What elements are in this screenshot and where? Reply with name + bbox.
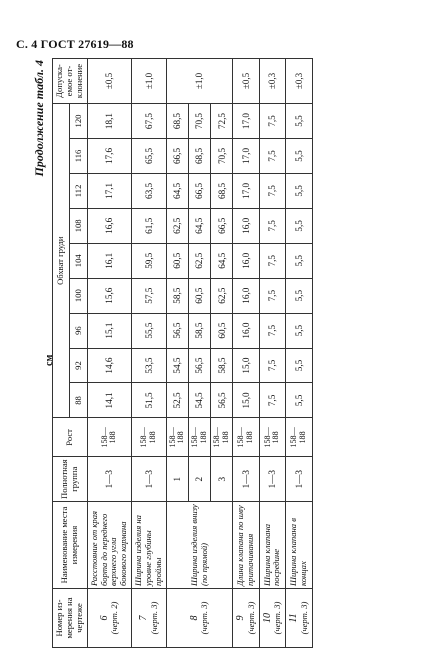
rost-cell: 158— 188: [259, 418, 285, 457]
value-cell: 68,5: [166, 104, 188, 139]
row-number: 11: [288, 613, 300, 623]
measurement-name: Расстояние от края борта до переднего верхнего угла бокового кармана: [87, 502, 132, 589]
row-drawing-ref: (черт. 3): [298, 601, 309, 635]
value-cell: 7,5: [259, 383, 285, 418]
value-cell: 18,1: [87, 104, 132, 139]
value-cell: 58,5: [166, 278, 188, 313]
measurement-name: Длина клапана по шву притачивания: [233, 502, 259, 589]
value-cell: 66,5: [166, 139, 188, 174]
value-cell: 52,5: [166, 383, 188, 418]
measurement-name: Ширина изделия внизу (по прямой): [166, 502, 233, 589]
value-cell: 65,5: [132, 139, 167, 174]
row-drawing-ref: (черт. 3): [199, 601, 210, 635]
row-drawing-ref: (черт. 2): [109, 601, 120, 635]
group-cell: 1—3: [286, 457, 312, 502]
size-header: 100: [70, 278, 87, 313]
value-cell: 58,5: [188, 313, 210, 348]
value-cell: 66,5: [211, 208, 233, 243]
size-header: 92: [70, 348, 87, 383]
size-header: 104: [70, 243, 87, 278]
value-cell: 5,5: [286, 313, 312, 348]
value-cell: 14,6: [87, 348, 132, 383]
size-header: 108: [70, 208, 87, 243]
value-cell: 60,5: [188, 278, 210, 313]
tolerance-cell: ±1,0: [132, 59, 167, 104]
row-drawing-ref: (черт. 3): [272, 601, 283, 635]
value-cell: 15,0: [233, 348, 259, 383]
value-cell: 58,5: [211, 348, 233, 383]
unit-label: см: [44, 354, 55, 366]
row-number-cell: [87, 589, 132, 648]
measurements-table: [52, 58, 313, 648]
value-cell: 16,0: [233, 278, 259, 313]
value-cell: 60,5: [211, 313, 233, 348]
row-number: 7: [138, 615, 150, 621]
value-cell: 61,5: [132, 208, 167, 243]
row-number: 9: [235, 615, 247, 621]
group-cell: 3: [211, 457, 233, 502]
page-header: С. 4 ГОСТ 27619—88: [16, 37, 134, 51]
value-cell: 5,5: [286, 348, 312, 383]
value-cell: 17,6: [87, 139, 132, 174]
value-cell: 5,5: [286, 139, 312, 174]
value-cell: 56,5: [166, 313, 188, 348]
value-cell: 16,0: [233, 313, 259, 348]
value-cell: 51,5: [132, 383, 167, 418]
rost-cell: 158— 188: [166, 418, 188, 457]
group-cell: 2: [188, 457, 210, 502]
table-row: [233, 59, 259, 648]
value-cell: 5,5: [286, 243, 312, 278]
value-cell: 15,1: [87, 313, 132, 348]
value-cell: 16,0: [233, 208, 259, 243]
tolerance-cell: ±0,3: [259, 59, 285, 104]
value-cell: 60,5: [166, 243, 188, 278]
value-cell: 59,5: [132, 243, 167, 278]
value-cell: 7,5: [259, 348, 285, 383]
col-header-group: Полнотная группа: [53, 457, 88, 502]
group-cell: 1—3: [132, 457, 167, 502]
header-row-1: [53, 59, 70, 648]
group-cell: 1—3: [233, 457, 259, 502]
value-cell: 16,6: [87, 208, 132, 243]
size-header: 112: [70, 173, 87, 208]
measurement-name: Ширина изделия на уровне глубины проймы: [132, 502, 167, 589]
table-row: [166, 59, 188, 648]
rost-cell: 158— 188: [87, 418, 132, 457]
value-cell: 62,5: [166, 208, 188, 243]
value-cell: 17,0: [233, 139, 259, 174]
row-number: 6: [98, 615, 110, 621]
col-header-chest: Обхват груди: [53, 104, 70, 418]
value-cell: 7,5: [259, 104, 285, 139]
row-number: 10: [261, 613, 273, 623]
value-cell: 63,5: [132, 173, 167, 208]
value-cell: 55,5: [132, 313, 167, 348]
value-cell: 15,0: [233, 383, 259, 418]
value-cell: 68,5: [211, 173, 233, 208]
size-header: 116: [70, 139, 87, 174]
value-cell: 7,5: [259, 278, 285, 313]
row-number-cell: [286, 589, 312, 648]
table-row: [259, 59, 285, 648]
value-cell: 5,5: [286, 278, 312, 313]
value-cell: 17,0: [233, 104, 259, 139]
rotated-content: [32, 58, 392, 648]
rost-cell: 158— 188: [188, 418, 210, 457]
value-cell: 56,5: [211, 383, 233, 418]
value-cell: 7,5: [259, 139, 285, 174]
value-cell: 54,5: [166, 348, 188, 383]
table-row: [87, 59, 132, 648]
tolerance-cell: ±0,5: [233, 59, 259, 104]
rost-cell: 158— 188: [286, 418, 312, 457]
col-header-rost: Рост: [53, 418, 88, 457]
col-header-number: Номер измерения на чертеже: [53, 589, 88, 648]
value-cell: 68,5: [188, 139, 210, 174]
table-row: [286, 59, 312, 648]
group-cell: 1—3: [87, 457, 132, 502]
tolerance-cell: ±1,0: [166, 59, 233, 104]
col-header-name: Наименование места измерения: [53, 502, 88, 589]
table-caption: Продолжение табл. 4: [32, 60, 46, 177]
measurement-name: Ширина клапана в концах: [286, 502, 312, 589]
value-cell: 70,5: [188, 104, 210, 139]
row-drawing-ref: (черт. 3): [148, 601, 159, 635]
value-cell: 62,5: [211, 278, 233, 313]
measurement-name: Ширина клапана посредине: [259, 502, 285, 589]
group-cell: 1: [166, 457, 188, 502]
size-header: 120: [70, 104, 87, 139]
value-cell: 16,1: [87, 243, 132, 278]
value-cell: 64,5: [211, 243, 233, 278]
size-header: 96: [70, 313, 87, 348]
value-cell: 7,5: [259, 173, 285, 208]
row-number-cell: [132, 589, 167, 648]
value-cell: 16,0: [233, 243, 259, 278]
rost-cell: 158— 188: [211, 418, 233, 457]
value-cell: 17,0: [233, 173, 259, 208]
group-cell: 1—3: [259, 457, 285, 502]
value-cell: 7,5: [259, 208, 285, 243]
value-cell: 7,5: [259, 243, 285, 278]
row-number-cell: [233, 589, 259, 648]
value-cell: 7,5: [259, 313, 285, 348]
row-drawing-ref: (черт. 3): [245, 601, 256, 635]
table-row: [132, 59, 167, 648]
value-cell: 72,5: [211, 104, 233, 139]
row-number-cell: [259, 589, 285, 648]
tolerance-cell: ±0,3: [286, 59, 312, 104]
value-cell: 67,5: [132, 104, 167, 139]
row-number-cell: [166, 589, 233, 648]
value-cell: 5,5: [286, 173, 312, 208]
value-cell: 64,5: [188, 208, 210, 243]
col-header-tolerance: Допускаемое отклонение: [53, 59, 88, 104]
table-body: [87, 59, 312, 648]
value-cell: 53,5: [132, 348, 167, 383]
value-cell: 5,5: [286, 383, 312, 418]
value-cell: 57,5: [132, 278, 167, 313]
rost-cell: 158— 188: [132, 418, 167, 457]
rost-cell: 158— 188: [233, 418, 259, 457]
value-cell: 14,1: [87, 383, 132, 418]
row-number: 8: [188, 615, 200, 621]
value-cell: 17,1: [87, 173, 132, 208]
tolerance-cell: ±0,5: [87, 59, 132, 104]
value-cell: 70,5: [211, 139, 233, 174]
value-cell: 56,5: [188, 348, 210, 383]
size-header: 88: [70, 383, 87, 418]
value-cell: 64,5: [166, 173, 188, 208]
value-cell: 15,6: [87, 278, 132, 313]
value-cell: 66,5: [188, 173, 210, 208]
value-cell: 54,5: [188, 383, 210, 418]
value-cell: 62,5: [188, 243, 210, 278]
value-cell: 5,5: [286, 104, 312, 139]
value-cell: 5,5: [286, 208, 312, 243]
rotated-table-area: [32, 58, 392, 648]
